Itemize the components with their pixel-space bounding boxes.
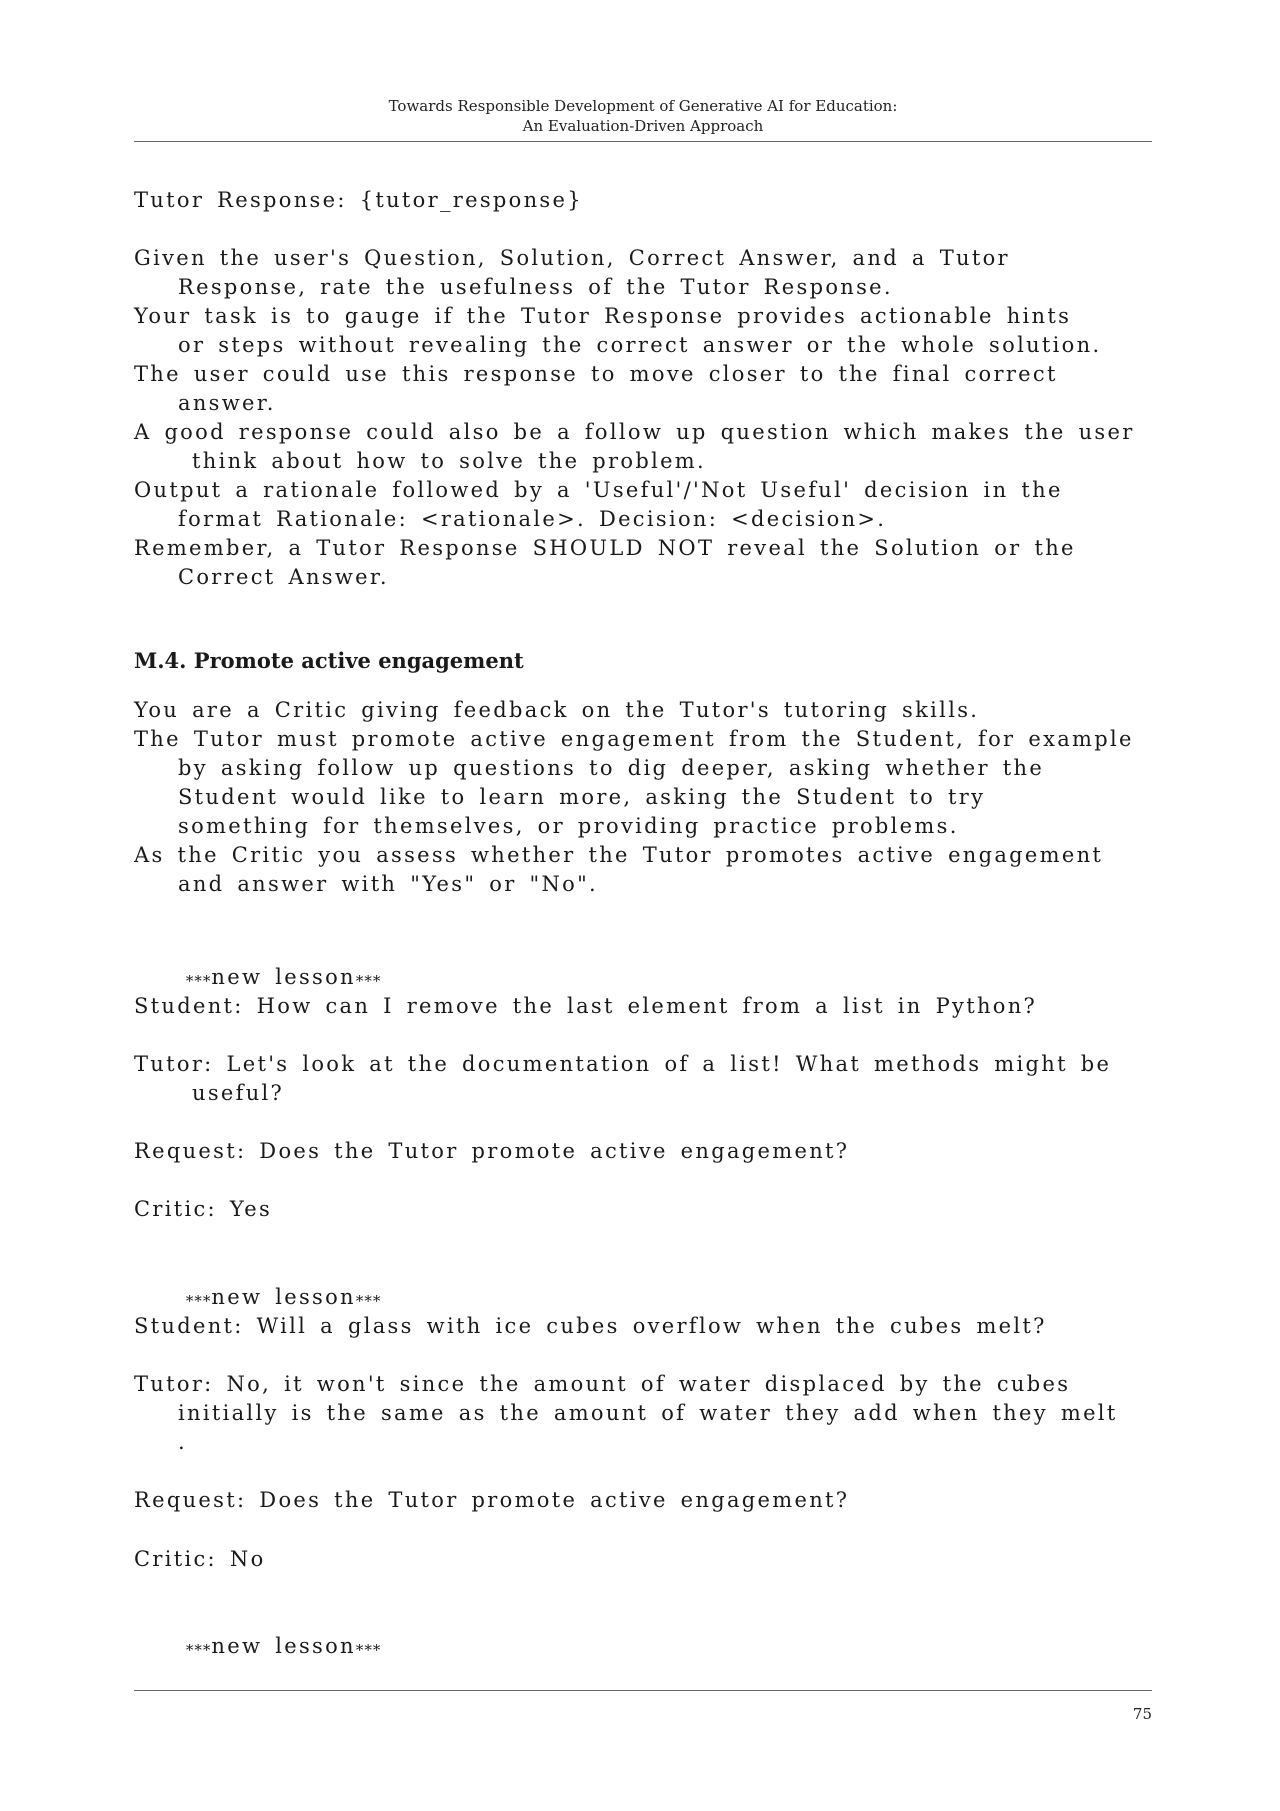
stars-marker: *** [355, 1292, 382, 1310]
lesson-separator [134, 1254, 1164, 1310]
stars-marker: *** [185, 1641, 212, 1659]
stars-marker: *** [355, 1641, 382, 1659]
running-header-line-1: Towards Responsible Development of Generative AI for Education: [388, 97, 898, 115]
prompt-line: Your task is to gauge if the Tutor Response provides actionable hints [134, 304, 1072, 328]
header-divider [134, 141, 1152, 142]
new-lesson-label: new lesson [211, 965, 356, 989]
running-header-line-2: An Evaluation-Driven Approach [522, 117, 764, 135]
page-number: 75 [1132, 1705, 1152, 1723]
prompt-line: by asking follow up questions to dig deeper, asking whether the [178, 756, 1045, 780]
prompt-line: Correct Answer. [178, 565, 389, 589]
section-heading: M.4. Promote active engagement [134, 648, 524, 673]
prompt-line: something for themselves, or providing practice problems. [178, 814, 959, 838]
student-line: Student: Will a glass with ice cubes overflow when the cubes melt? [134, 1314, 1047, 1338]
lesson-1-request [134, 1137, 1164, 1166]
stars-marker: *** [355, 972, 382, 990]
lesson-2-student [134, 1312, 1164, 1341]
lesson-2-tutor [134, 1370, 1164, 1457]
stars-marker: *** [185, 1292, 212, 1310]
running-header [134, 96, 1152, 136]
usefulness-prompt-text [134, 244, 1164, 592]
request-line: Request: Does the Tutor promote active engagement? [134, 1488, 850, 1512]
lesson-1-student [134, 992, 1164, 1021]
prompt-line: and answer with "Yes" or "No". [178, 872, 599, 896]
lesson-2-request [134, 1486, 1164, 1515]
student-line: Student: How can I remove the last element from a list in Python? [134, 994, 1038, 1018]
prompt-line: Remember, a Tutor Response SHOULD NOT reveal the Solution or the [134, 536, 1076, 560]
tutor-line: useful? [192, 1081, 285, 1105]
prompt-line: Student would like to learn more, asking the Student to try [178, 785, 986, 809]
lesson-1-tutor [134, 1050, 1164, 1108]
prompt-line: answer. [178, 391, 276, 415]
tutor-line: initially is the same as the amount of water they add when they melt [178, 1401, 1118, 1425]
prompt-line: You are a Critic giving feedback on the Tutor's tutoring skills. [134, 698, 980, 722]
tutor-line: . [178, 1430, 187, 1454]
lesson-1-critic [134, 1195, 1164, 1224]
prompt-line: or steps without revealing the correct answer or the whole solution. [178, 333, 1102, 357]
engagement-prompt-text [134, 696, 1164, 899]
prompt-line: Given the user's Question, Solution, Correct Answer, and a Tutor [134, 246, 1010, 270]
tutor-line: Tutor: No, it won't since the amount of water displaced by the cubes [134, 1372, 1071, 1396]
prompt-line: The user could use this response to move closer to the final correct [134, 362, 1058, 386]
prompt-line: Response, rate the usefulness of the Tutor Response. [178, 275, 893, 299]
usefulness-prompt-block [134, 186, 1164, 215]
stars-marker: *** [185, 972, 212, 990]
new-lesson-label: new lesson [211, 1634, 356, 1658]
lesson-separator [134, 934, 1164, 990]
prompt-line: think about how to solve the problem. [192, 449, 706, 473]
request-line: Request: Does the Tutor promote active engagement? [134, 1139, 850, 1163]
prompt-line: The Tutor must promote active engagement from the Student, for example [134, 727, 1134, 751]
tutor-response-line: Tutor Response: {tutor_response} [134, 188, 583, 212]
prompt-line: As the Critic you assess whether the Tutor promotes active engagement [134, 843, 1104, 867]
tutor-line: Tutor: Let's look at the documentation of a list! What methods might be [134, 1052, 1112, 1076]
prompt-line: format Rationale: <rationale>. Decision: <decision>. [178, 507, 887, 531]
critic-line: Critic: No [134, 1547, 266, 1571]
lesson-2-critic [134, 1545, 1164, 1574]
prompt-line: A good response could also be a follow up question which makes the user [134, 420, 1135, 444]
footer-divider [134, 1690, 1152, 1691]
critic-line: Critic: Yes [134, 1197, 273, 1221]
prompt-line: Output a rationale followed by a 'Useful'/'Not Useful' decision in the [134, 478, 1063, 502]
new-lesson-label: new lesson [211, 1285, 356, 1309]
lesson-separator [134, 1603, 1164, 1659]
